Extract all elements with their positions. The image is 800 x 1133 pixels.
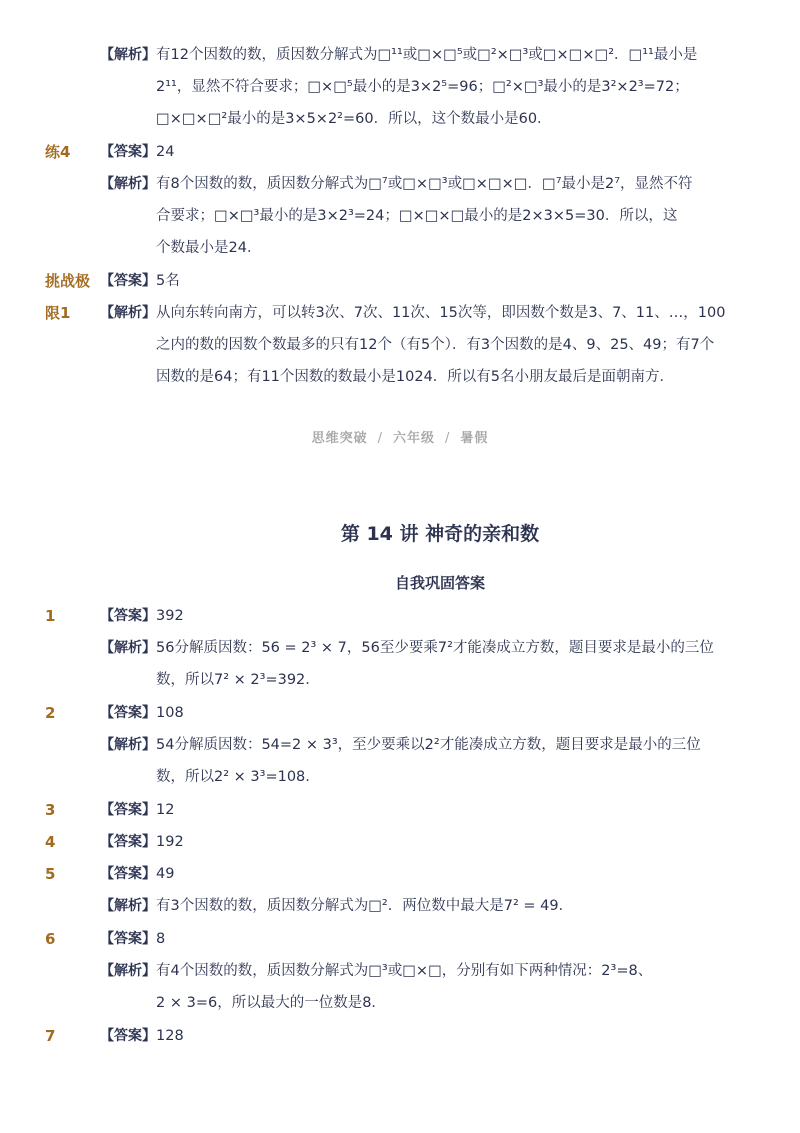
problem-number: 4 <box>45 833 56 851</box>
page-footer <box>0 427 800 446</box>
footer-grade: 六年级 <box>392 431 435 446</box>
analysis-text: 之内的数的因数个数最多的只有12个（有5个）．有3个因数的是4、9、25、49；有7个 <box>156 337 715 353</box>
problem-number: 5 <box>45 865 56 883</box>
answer-tag: 【答案】 <box>100 608 156 624</box>
answer-value: 5名 <box>156 273 180 289</box>
analysis-text: 有12个因数的数，质因数分解式为□¹¹或□×□⁵或□²×□³或□×□×□²．□¹¹最小是 <box>156 47 698 63</box>
answer-value: 49 <box>156 866 175 882</box>
answer-tag: 【答案】 <box>100 1028 156 1044</box>
problem-number: 1 <box>45 607 56 625</box>
problem-number: 挑战极 <box>45 272 91 290</box>
analysis-tag: 【解析】 <box>100 737 156 753</box>
problem-number: 练4 <box>45 143 71 161</box>
answer-tag: 【答案】 <box>100 866 156 882</box>
answer-tag: 【答案】 <box>100 273 156 289</box>
analysis-text: □×□×□²最小的是3×5×2²=60．所以，这个数最小是60． <box>156 111 552 127</box>
footer-series: 思维突破 <box>311 431 368 446</box>
analysis-text: 从向东转向南方，可以转3次、7次、11次、15次等，即因数个数是3、7、11、…，100 <box>156 305 726 321</box>
answer-tag: 【答案】 <box>100 931 156 947</box>
analysis-text: 54分解质因数：54=2 × 3³，至少要乘以2²才能凑成立方数，题目要求是最小的三位 <box>156 737 701 753</box>
problem-number: 3 <box>45 801 56 819</box>
answer-tag: 【答案】 <box>100 144 156 160</box>
analysis-text: 有4个因数的数，质因数分解式为□³或□×□，分别有如下两种情况：2³=8、 <box>156 963 653 979</box>
analysis-text: 因数的是64；有11个因数的数最小是1024．所以有5名小朋友最后是面朝南方． <box>156 369 675 385</box>
analysis-text: 2 × 3=6，所以最大的一位数是8． <box>156 995 386 1011</box>
analysis-text: 有3个因数的数，质因数分解式为□²．两位数中最大是7² = 49． <box>156 898 574 914</box>
answer-value: 24 <box>156 144 175 160</box>
analysis-text: 合要求；□×□³最小的是3×2³=24；□×□×□最小的是2×3×5=30．所以，这 <box>156 208 678 224</box>
analysis-tag: 【解析】 <box>100 176 156 192</box>
analysis-tag: 【解析】 <box>100 305 156 321</box>
section-title: 自我巩固答案 <box>394 574 485 592</box>
answer-tag: 【答案】 <box>100 802 156 818</box>
analysis-text: 数，所以7² × 2³=392． <box>156 672 320 688</box>
answer-value: 392 <box>156 608 184 624</box>
analysis-text: 56分解质因数：56 = 2³ × 7，56至少要乘7²才能凑成立方数，题目要求是最小的三位 <box>156 640 714 656</box>
analysis-text: 2¹¹，显然不符合要求；□×□⁵最小的是3×2⁵=96；□²×□³最小的是3²×2³=72； <box>156 79 689 95</box>
analysis-text: 有8个因数的数，质因数分解式为□⁷或□×□³或□×□×□．□⁷最小是2⁷，显然不符 <box>156 176 693 192</box>
analysis-tag: 【解析】 <box>100 963 156 979</box>
answer-value: 8 <box>156 931 166 947</box>
analysis-tag: 【解析】 <box>100 640 156 656</box>
problem-number: 6 <box>45 930 56 948</box>
analysis-text: 个数最小是24． <box>156 240 262 256</box>
footer-term: 暑假 <box>460 431 489 446</box>
answer-value: 192 <box>156 834 184 850</box>
answer-value: 128 <box>156 1028 184 1044</box>
analysis-tag: 【解析】 <box>100 47 156 63</box>
footer-separator: / <box>377 431 383 446</box>
answer-value: 12 <box>156 802 175 818</box>
answer-tag: 【答案】 <box>100 834 156 850</box>
problem-number: 2 <box>45 704 56 722</box>
answer-tag: 【答案】 <box>100 705 156 721</box>
problem-number-cont: 限1 <box>45 304 71 322</box>
footer-separator: / <box>445 431 451 446</box>
analysis-text: 数，所以2² × 3³=108. <box>156 769 310 785</box>
problem-number: 7 <box>45 1027 56 1045</box>
answer-value: 108 <box>156 705 184 721</box>
analysis-tag: 【解析】 <box>100 898 156 914</box>
lecture-title: 第 14 讲 神奇的亲和数 <box>340 523 540 545</box>
